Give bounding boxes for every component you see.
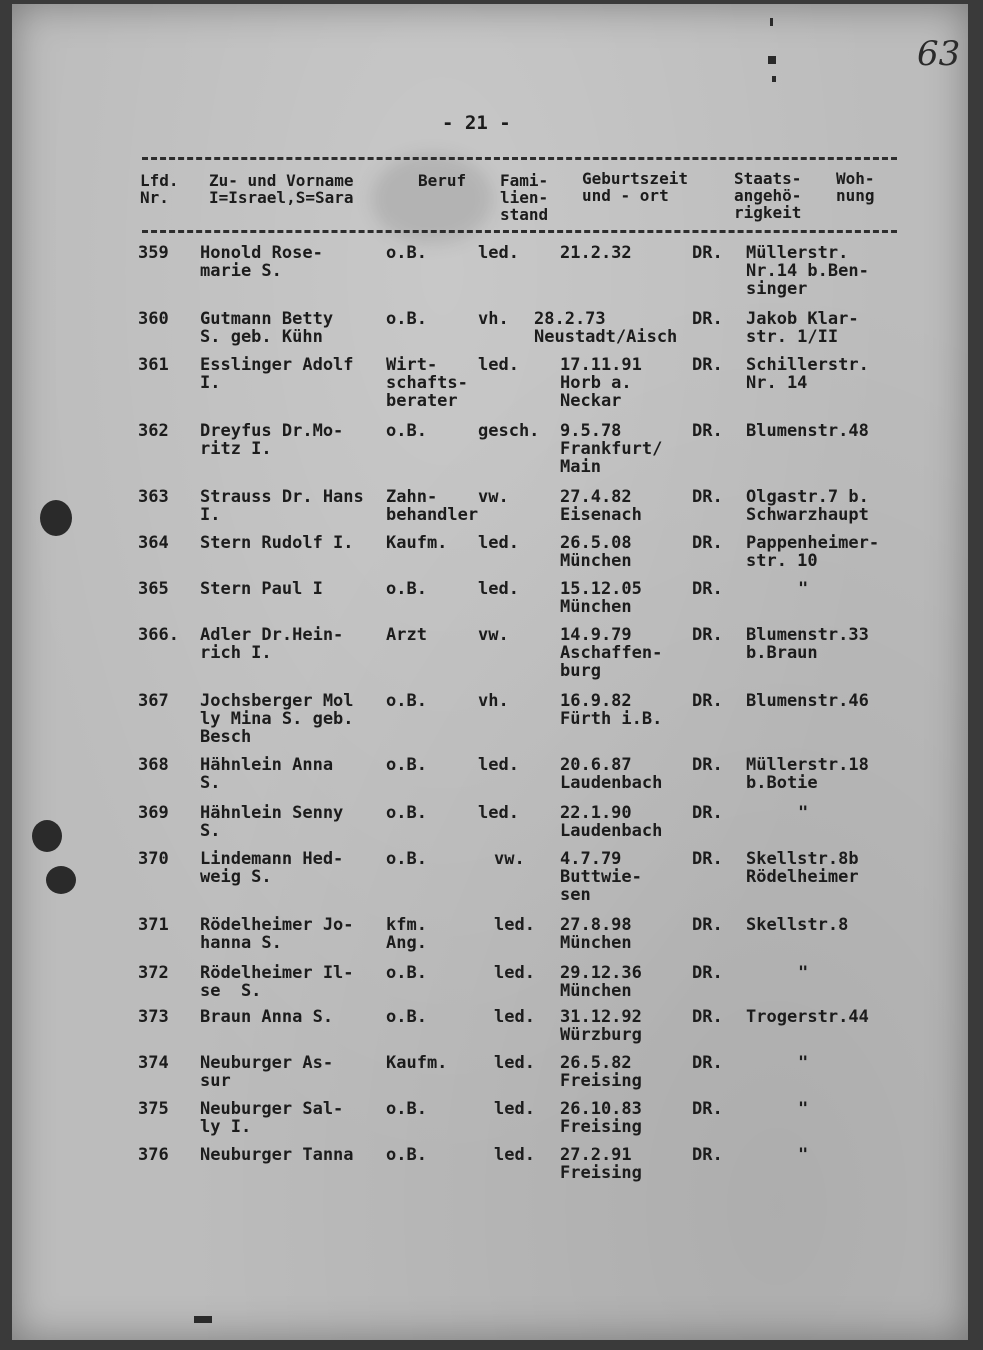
row-familienstand: led.	[494, 963, 535, 983]
row-number: 359	[138, 243, 169, 263]
row-wohnung: Skellstr.8b Rödelheimer	[746, 849, 859, 887]
edge-mark	[770, 18, 773, 26]
row-familienstand: led.	[494, 1053, 535, 1073]
row-wohnung: Blumenstr.48	[746, 421, 869, 441]
row-name: Neuburger As- sur	[200, 1053, 334, 1091]
row-number: 369	[138, 803, 169, 823]
row-name: Esslinger Adolf I.	[200, 355, 354, 393]
row-number: 370	[138, 849, 169, 869]
header-lfd-nr: Lfd. Nr.	[140, 171, 179, 207]
row-staatsangehoerigkeit: DR.	[692, 849, 723, 869]
row-wohnung: "	[798, 1099, 809, 1119]
row-wohnung: "	[798, 1145, 809, 1165]
row-geburt: 29.12.36 München	[560, 963, 642, 1001]
row-geburt: 22.1.90 Laudenbach	[560, 803, 663, 841]
row-staatsangehoerigkeit: DR.	[692, 421, 723, 441]
row-familienstand: gesch.	[478, 421, 540, 441]
folio-number: 63	[917, 34, 961, 74]
row-number: 362	[138, 421, 169, 441]
table-header-rule	[142, 230, 897, 233]
document-page	[12, 4, 968, 1340]
row-wohnung: "	[798, 963, 809, 983]
row-staatsangehoerigkeit: DR.	[692, 1145, 723, 1165]
row-geburt: 4.7.79 Buttwie- sen	[560, 849, 642, 905]
punch-hole	[32, 820, 62, 852]
row-staatsangehoerigkeit: DR.	[692, 691, 723, 711]
row-geburt: 27.2.91 Freising	[560, 1145, 642, 1183]
row-staatsangehoerigkeit: DR.	[692, 1099, 723, 1119]
row-geburt: 31.12.92 Würzburg	[560, 1007, 642, 1045]
row-beruf: Kaufm.	[386, 533, 448, 553]
row-geburt: 27.8.98 München	[560, 915, 632, 953]
row-staatsangehoerigkeit: DR.	[692, 487, 723, 507]
row-staatsangehoerigkeit: DR.	[692, 355, 723, 375]
row-name: Stern Rudolf I.	[200, 533, 354, 553]
row-number: 363	[138, 487, 169, 507]
row-geburt: 26.5.82 Freising	[560, 1053, 642, 1091]
row-wohnung: Skellstr.8	[746, 915, 849, 935]
row-wohnung: Müllerstr. Nr.14 b.Ben- singer	[746, 243, 869, 299]
row-familienstand: led.	[478, 533, 519, 553]
row-name: Jochsberger Mol ly Mina S. geb. Besch	[200, 691, 354, 747]
row-familienstand: vw.	[494, 849, 525, 869]
row-beruf: o.B.	[386, 579, 427, 599]
row-wohnung: "	[798, 1053, 809, 1073]
row-wohnung: Schillerstr. Nr. 14	[746, 355, 869, 393]
edge-mark	[194, 1316, 212, 1323]
row-name: Strauss Dr. Hans I.	[200, 487, 364, 525]
header-beruf: Beruf	[418, 171, 467, 190]
page-number: - 21 -	[442, 112, 511, 134]
row-geburt: 17.11.91 Horb a. Neckar	[560, 355, 642, 411]
row-beruf: o.B.	[386, 755, 427, 775]
row-number: 367	[138, 691, 169, 711]
row-familienstand: led.	[478, 243, 519, 263]
row-wohnung: Olgastr.7 b. Schwarzhaupt	[746, 487, 869, 525]
row-familienstand: vw.	[478, 487, 509, 507]
row-familienstand: led.	[494, 915, 535, 935]
header-staatsangehoerigkeit: Staats- angehö- rigkeit	[734, 169, 802, 222]
row-wohnung: Blumenstr.46	[746, 691, 869, 711]
row-number: 360	[138, 309, 169, 329]
row-beruf: Zahn- behandler	[386, 487, 479, 525]
row-familienstand: led.	[478, 803, 519, 823]
row-number: 372	[138, 963, 169, 983]
row-familienstand: led.	[494, 1099, 535, 1119]
row-beruf: o.B.	[386, 309, 427, 329]
row-name: Adler Dr.Hein- rich I.	[200, 625, 344, 663]
row-staatsangehoerigkeit: DR.	[692, 755, 723, 775]
row-geburt: 26.5.08 München	[560, 533, 632, 571]
row-wohnung: "	[798, 803, 809, 823]
row-wohnung: Pappenheimer- str. 10	[746, 533, 880, 571]
row-familienstand: led.	[478, 355, 519, 375]
row-staatsangehoerigkeit: DR.	[692, 243, 723, 263]
row-geburt: 28.2.73 Neustadt/Aisch	[534, 309, 678, 347]
row-number: 364	[138, 533, 169, 553]
row-familienstand: led.	[478, 579, 519, 599]
header-geburt: Geburtszeit und - ort	[582, 169, 688, 205]
row-number: 376	[138, 1145, 169, 1165]
row-geburt: 21.2.32	[560, 243, 632, 263]
header-name: Zu- und Vorname I=Israel,S=Sara	[209, 171, 354, 207]
row-wohnung: Trogerstr.44	[746, 1007, 869, 1027]
row-number: 374	[138, 1053, 169, 1073]
row-name: Stern Paul I	[200, 579, 323, 599]
row-beruf: Wirt- schafts- berater	[386, 355, 468, 411]
row-name: Hähnlein Anna S.	[200, 755, 334, 793]
row-name: Neuburger Tanna	[200, 1145, 354, 1165]
row-familienstand: led.	[478, 755, 519, 775]
row-name: Lindemann Hed- weig S.	[200, 849, 344, 887]
row-geburt: 9.5.78 Frankfurt/ Main	[560, 421, 663, 477]
row-staatsangehoerigkeit: DR.	[692, 915, 723, 935]
row-beruf: o.B.	[386, 421, 427, 441]
row-beruf: o.B.	[386, 849, 427, 869]
row-wohnung: Blumenstr.33 b.Braun	[746, 625, 869, 663]
row-name: Rödelheimer Jo- hanna S.	[200, 915, 354, 953]
row-beruf: o.B.	[386, 1007, 427, 1027]
row-familienstand: vh.	[478, 309, 509, 329]
row-staatsangehoerigkeit: DR.	[692, 309, 723, 329]
row-beruf: o.B.	[386, 1099, 427, 1119]
row-number: 361	[138, 355, 169, 375]
punch-hole	[46, 866, 76, 894]
row-name: Hähnlein Senny S.	[200, 803, 344, 841]
row-familienstand: led.	[494, 1145, 535, 1165]
row-staatsangehoerigkeit: DR.	[692, 963, 723, 983]
row-wohnung: Müllerstr.18 b.Botie	[746, 755, 869, 793]
row-beruf: Kaufm.	[386, 1053, 448, 1073]
row-number: 368	[138, 755, 169, 775]
row-staatsangehoerigkeit: DR.	[692, 533, 723, 553]
row-beruf: Arzt	[386, 625, 427, 645]
edge-mark	[768, 56, 776, 64]
row-name: Honold Rose- marie S.	[200, 243, 323, 281]
row-familienstand: led.	[494, 1007, 535, 1027]
row-beruf: kfm. Ang.	[386, 915, 427, 953]
row-geburt: 15.12.05 München	[560, 579, 642, 617]
row-beruf: o.B.	[386, 803, 427, 823]
row-staatsangehoerigkeit: DR.	[692, 1053, 723, 1073]
row-staatsangehoerigkeit: DR.	[692, 803, 723, 823]
row-wohnung: Jakob Klar- str. 1/II	[746, 309, 859, 347]
row-name: Rödelheimer Il- se S.	[200, 963, 354, 1001]
row-staatsangehoerigkeit: DR.	[692, 625, 723, 645]
row-beruf: o.B.	[386, 243, 427, 263]
row-beruf: o.B.	[386, 1145, 427, 1165]
row-wohnung: "	[798, 579, 809, 599]
row-geburt: 14.9.79 Aschaffen- burg	[560, 625, 663, 681]
row-familienstand: vh.	[478, 691, 509, 711]
row-beruf: o.B.	[386, 963, 427, 983]
row-number: 366.	[138, 625, 179, 645]
row-name: Gutmann Betty S. geb. Kühn	[200, 309, 334, 347]
header-wohnung: Woh- nung	[836, 169, 875, 205]
row-geburt: 27.4.82 Eisenach	[560, 487, 642, 525]
header-familienstand: Fami- lien- stand	[500, 171, 549, 224]
row-name: Dreyfus Dr.Mo- ritz I.	[200, 421, 344, 459]
row-number: 371	[138, 915, 169, 935]
punch-hole	[40, 500, 72, 536]
row-geburt: 16.9.82 Fürth i.B.	[560, 691, 663, 729]
edge-mark	[772, 76, 776, 82]
row-beruf: o.B.	[386, 691, 427, 711]
table-top-rule	[142, 157, 897, 160]
row-familienstand: vw.	[478, 625, 509, 645]
row-staatsangehoerigkeit: DR.	[692, 579, 723, 599]
row-name: Braun Anna S.	[200, 1007, 334, 1027]
row-number: 373	[138, 1007, 169, 1027]
row-staatsangehoerigkeit: DR.	[692, 1007, 723, 1027]
row-number: 365	[138, 579, 169, 599]
row-geburt: 26.10.83 Freising	[560, 1099, 642, 1137]
row-name: Neuburger Sal- ly I.	[200, 1099, 344, 1137]
row-number: 375	[138, 1099, 169, 1119]
row-geburt: 20.6.87 Laudenbach	[560, 755, 663, 793]
